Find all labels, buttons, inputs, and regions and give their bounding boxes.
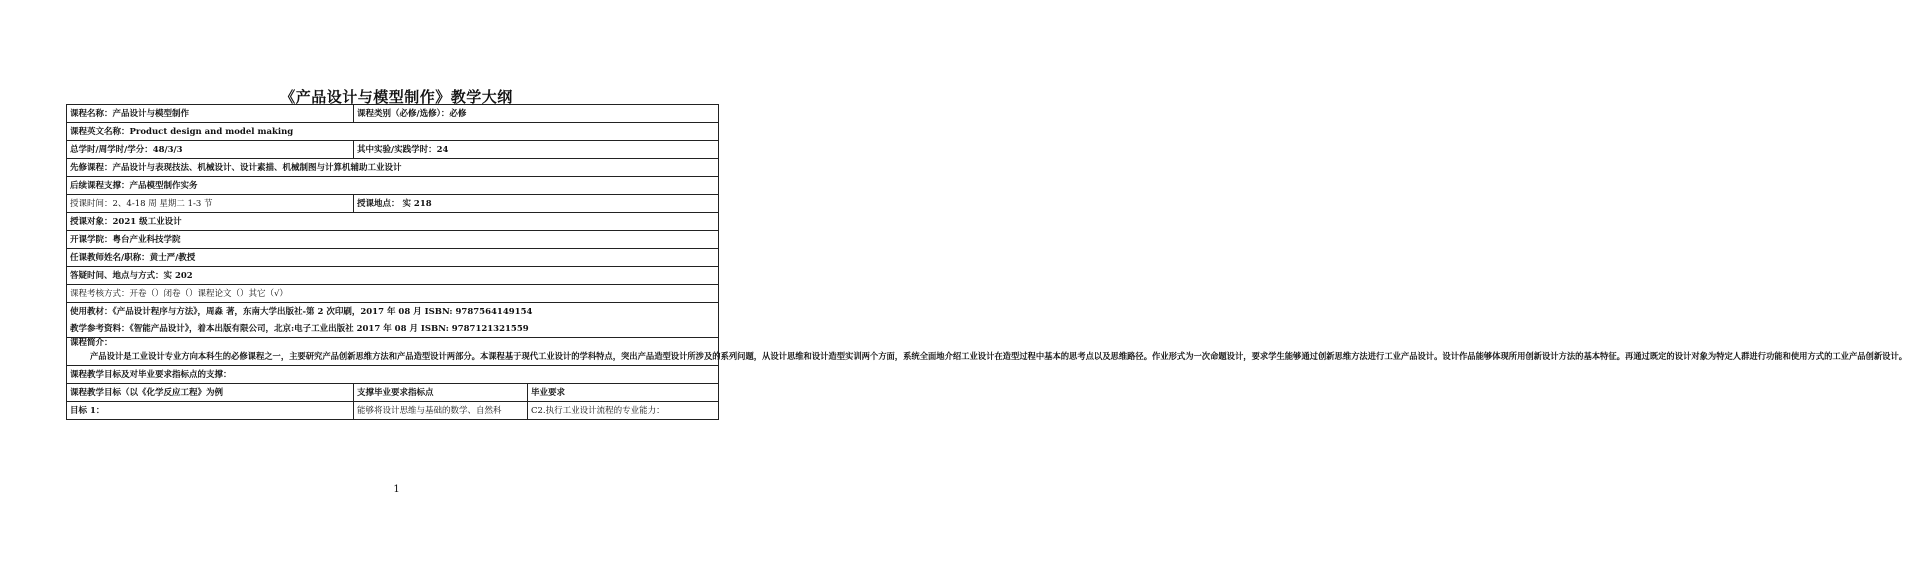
- hours-cell: 总学时/周学时/学分：48/3/3: [67, 141, 354, 159]
- qa-cell: 答疑时间、地点与方式：实 202: [67, 267, 719, 285]
- page-title: 《产品设计与模型制作》教学大纲: [280, 88, 513, 106]
- table-row: [67, 338, 719, 366]
- goal1-label-cell: 目标 1：: [67, 402, 354, 420]
- table-row: [67, 213, 719, 231]
- textbook-cell: 使用教材：《产品设计程序与方法》，周淼 著，东南大学出版社-第 2 次印刷，2017 年 08 月 ISBN: 9787564149154: [67, 303, 719, 321]
- followup-cell: 后续课程支撑：产品模型制作实务: [67, 177, 719, 195]
- col-indicator-header: 支撑毕业要求指标点: [354, 384, 528, 402]
- page-number: 1: [393, 484, 400, 495]
- table-row: [67, 366, 719, 384]
- course-name-cell: 课程名称：产品设计与模型制作: [67, 105, 354, 123]
- prerequisites-cell: 先修课程：产品设计与表现技法、机械设计、设计素描、机械制图与计算机辅助工业设计: [67, 159, 719, 177]
- col-goal-header: 课程教学目标（以《化学反应工程》为例: [67, 384, 354, 402]
- table-row: [67, 384, 719, 402]
- reference-cell: 教学参考资料：《智能产品设计》，着本出版有限公司，北京:电子工业出版社 2017 年 08 月 ISBN: 9787121321559: [67, 320, 719, 338]
- teacher-cell: 任课教师姓名/职称：黄士严/教授: [67, 249, 719, 267]
- table-row: [67, 285, 719, 303]
- table-row: [67, 195, 719, 213]
- table-row: [67, 159, 719, 177]
- goal1-requirement-cell: C2.执行工业设计流程的专业能力：: [528, 402, 719, 420]
- intro-text: 产品设计是工业设计专业方向本科生的必修课程之一，主要研究产品创新思维方法和产品造型设计两部分。本课程基于现代工业设计的学科特点，突出产品造型设计所涉及的系列问题，从设计思维和设计造型实训两个方面，系统全面地介绍工业设计在造型过程中基本的思考点以及思维路径。作业形式为一次命题设计，要求学生能够通过创新思维方法进行工业产品设计。设计作品能够体现所用创新设计方法的基本特征。再通过既定的设计对象为特定人群进行功能和使用方式的工业产品创新设计。: [90, 351, 1907, 361]
- table-row: [67, 267, 719, 285]
- syllabus-table: [66, 104, 1907, 420]
- course-type-cell: 课程类别（必修/选修）：必修: [354, 105, 719, 123]
- table-row: [67, 303, 719, 321]
- college-cell: 开课学院：粤台产业科技学院: [67, 231, 719, 249]
- table-row: [67, 231, 719, 249]
- goal1-indicator-cell: 能够将设计思维与基础的数学、自然科: [354, 402, 528, 420]
- table-row: [67, 177, 719, 195]
- table-row: [67, 320, 719, 338]
- audience-cell: 授课对象：2021 级工业设计: [67, 213, 719, 231]
- goals-header-cell: 课程教学目标及对毕业要求指标点的支撑：: [67, 366, 719, 384]
- place-cell: 授课地点： 实 218: [354, 195, 719, 213]
- intro-cell: [67, 338, 1907, 366]
- table-row: [67, 105, 719, 123]
- intro-label: 课程简介：: [70, 338, 113, 348]
- english-name-cell: 课程英文名称：Product design and model making: [67, 123, 719, 141]
- table-row: [67, 249, 719, 267]
- col-requirement-header: 毕业要求: [528, 384, 719, 402]
- table-row: [67, 141, 719, 159]
- table-row: [67, 123, 719, 141]
- assessment-cell: 课程考核方式：开卷（）闭卷（）课程论文（）其它（√）: [67, 285, 719, 303]
- table-row: [67, 402, 719, 420]
- time-cell: 授课时间：2、4-18 周 星期二 1-3 节: [67, 195, 354, 213]
- lab-hours-cell: 其中实验/实践学时：24: [354, 141, 719, 159]
